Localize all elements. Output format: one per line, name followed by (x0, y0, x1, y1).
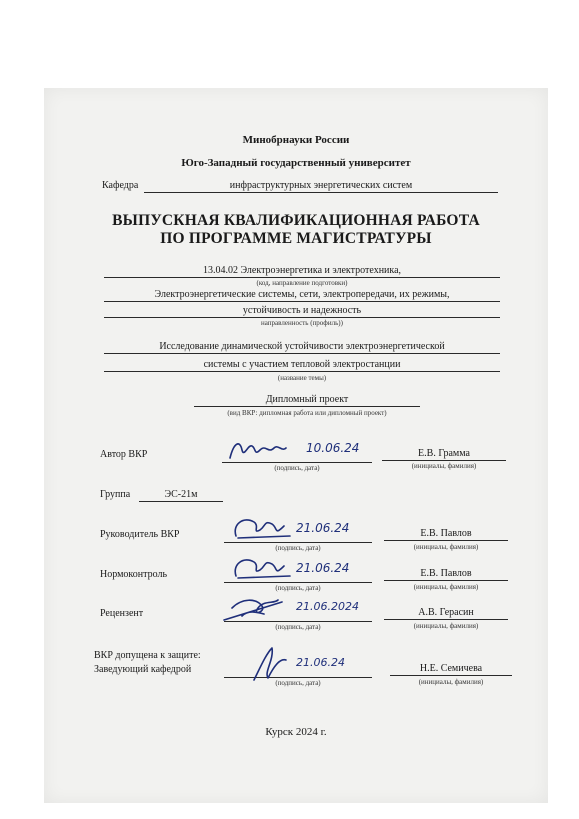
document-sheet (44, 88, 548, 803)
normcontrol-name: Е.В. Павлов (420, 568, 472, 579)
profile-underline-2 (104, 317, 500, 318)
reviewer-sign-date: 21.06.2024 (296, 600, 359, 613)
profile-caption: направленность (профиль)) (261, 319, 343, 327)
profile-line2: устойчивость и надежность (242, 305, 362, 316)
group-underline (139, 501, 223, 502)
program-code-underline (104, 277, 500, 278)
author-signature (228, 436, 368, 464)
profile-underline-1 (104, 301, 500, 302)
work-type-underline (194, 406, 420, 407)
normcontrol-signature (230, 554, 370, 584)
head-signature (250, 644, 370, 684)
head-name: Н.Е. Семичева (419, 663, 483, 674)
department-value: инфраструктурных энергетических систем (229, 180, 413, 191)
reviewer-name: А.В. Герасин (418, 607, 474, 618)
supervisor-signature (230, 514, 370, 544)
work-type-value: Дипломный проект (265, 394, 349, 405)
reviewer-sign-caption: (подпись, дата) (275, 623, 321, 631)
supervisor-sign-date: 21.06.24 (296, 521, 350, 535)
supervisor-name-underline (384, 540, 508, 541)
author-label: Автор ВКР (100, 449, 148, 460)
supervisor-label: Руководитель ВКР (100, 529, 180, 540)
reviewer-signature (222, 594, 372, 624)
normcontrol-sign-date: 21.06.24 (296, 561, 350, 575)
city-year: Курск 2024 г. (265, 726, 327, 738)
department-label: Кафедра (102, 180, 139, 191)
topic-caption: (название темы) (277, 374, 327, 382)
supervisor-sign-caption: (подпись, дата) (275, 544, 321, 552)
head-name-caption: (инициалы, фамилия) (418, 678, 484, 686)
program-code-caption: (код, направление подготовки) (256, 279, 348, 287)
department-underline (144, 192, 498, 193)
group-label: Группа (100, 489, 131, 500)
author-name-underline (382, 460, 506, 461)
author-name-caption: (инициалы, фамилия) (411, 462, 477, 470)
admission-line1: ВКР допущена к защите: (94, 650, 201, 661)
admission-line2: Заведующий кафедрой (94, 664, 192, 675)
reviewer-name-underline (384, 619, 508, 620)
topic-line2: системы с участием тепловой электростанции (203, 359, 401, 370)
university-heading: Юго-Западный государственный университет (181, 157, 411, 169)
topic-underline-2 (104, 371, 500, 372)
head-sign-date: 21.06.24 (296, 656, 345, 669)
author-sign-caption: (подпись, дата) (274, 464, 320, 472)
profile-line1: Электроэнергетические системы, сети, электропередачи, их режимы, (154, 289, 450, 300)
program-code: 13.04.02 Электроэнергетика и электротехника, (202, 265, 402, 276)
topic-underline-1 (104, 353, 500, 354)
ministry-heading: Минобрнауки России (242, 134, 350, 146)
reviewer-label: Рецензент (100, 608, 144, 619)
author-name: Е.В. Грамма (418, 448, 470, 459)
normcontrol-name-caption: (инициалы, фамилия) (413, 583, 479, 591)
head-name-underline (390, 675, 512, 676)
reviewer-name-caption: (инициалы, фамилия) (413, 622, 479, 630)
author-sign-date: 10.06.24 (306, 441, 360, 455)
supervisor-name: Е.В. Павлов (420, 528, 472, 539)
work-title-line1: ВЫПУСКНАЯ КВАЛИФИКАЦИОННАЯ РАБОТА (112, 212, 480, 229)
supervisor-name-caption: (инициалы, фамилия) (413, 543, 479, 551)
head-sign-caption: (подпись, дата) (275, 679, 321, 687)
normcontrol-name-underline (384, 580, 508, 581)
group-value: ЭС-21м (164, 489, 198, 500)
work-title-line2: ПО ПРОГРАММЕ МАГИСТРАТУРЫ (160, 230, 432, 247)
normcontrol-sign-caption: (подпись, дата) (275, 584, 321, 592)
work-type-caption: (вид ВКР: дипломная работа или дипломный проект) (227, 409, 387, 417)
topic-line1: Исследование динамической устойчивости электроэнергетической (159, 341, 445, 352)
normcontrol-label: Нормоконтроль (100, 569, 168, 580)
